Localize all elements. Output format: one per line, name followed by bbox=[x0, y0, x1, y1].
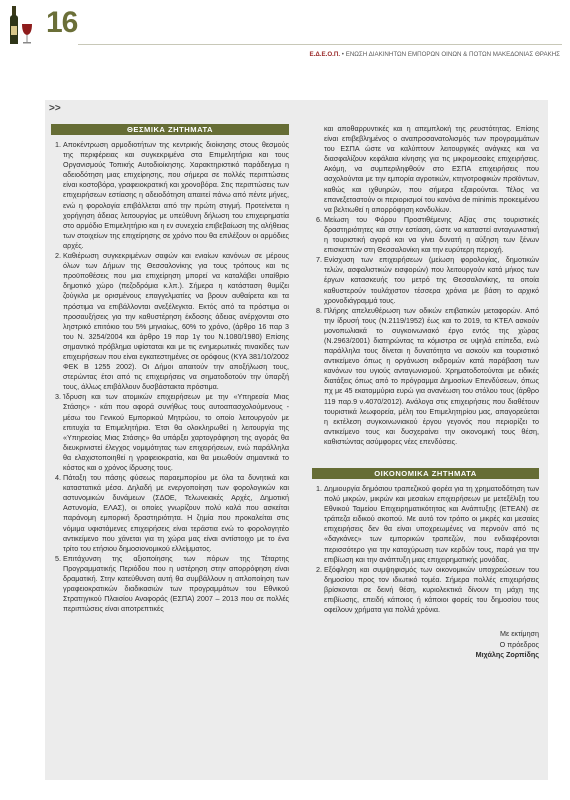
list-item: 1. Αποκέντρωση αρμοδιοτήτων της κεντρικής διοίκησης στους θεσμούς της περιφέρειας και συγκεκριμένα στα Επιμελητήρια και τους Οργανισμούς Τοπικής Αυτοδιοίκησης. Χαρακτηριστικό παράδειγμα η αδειοδότηση μιας επιχείρησης, που σήμερα σε πολλές περιπτώσεις είναι κοστοβόρα, γραφειοκρατική και χρονοβόρα. Στις περιπτώσεις των επιχειρήσεων εστίασης η αδειοδότηση απαιτεί πάνω από πέντε μήνες, ενώ η φορολογία επιβάλλεται από την πρώτη στιγμή. Προτείνεται η χορήγηση άδειας λειτουργίας με υπεύθυνη δήλωση του επιχειρηματία στο αρμόδιο Επιμελητήριο και η εν συνεχεία επιβεβαίωση της αλήθειας των στοιχείων της επιχείρησης σε χρόνο που θα επιλέξουν οι αρμόδιες αρχές. bbox=[63, 140, 289, 251]
header-separator: • bbox=[341, 51, 344, 58]
wine-bottle-glass-logo bbox=[6, 4, 36, 46]
institutional-issues-list bbox=[51, 140, 289, 614]
section-spacer bbox=[312, 447, 539, 468]
org-full-name: ΕΝΩΣΗ ΔΙΑΚΙΝΗΤΩΝ ΕΜΠΟΡΩΝ ΟΙΝΩΝ & ΠΟΤΩΝ ΜΑΚΕΔΟΝΙΑΣ ΘΡΑΚΗΣ bbox=[345, 51, 560, 58]
list-item: 2. Καθιέρωση συγκεκριμένων σαφών και ενιαίων κανόνων σε μέρους όλων των Δήμων της Θεσσαλονίκης για τους τρόπους και τις προϋποθέσεις που μια επιχείρηση μπορεί να καταλάβει υπαίθριο δημοτικό χώρο (πεζοδρόμια κ.λπ.). Σήμερα η κατάσταση θυμίζει ζούγκλα με ορισμένους επαγγελματίες να βρουν αυθαίρετα και τα πρόστιμα να επιβάλλονται ανεξέλεγκτα. Εκτός από τα πρόστιμα οι προσαυξήσεις για την καθυστέρηση έκδοσης άδειας ανέρχονται στο ληστρικό επιτόκιο του 5% μηνιαίως, 60% το χρόνο, (άρθρο 16 παρ 3 του Ν. 3254/2004 και άρθρο 19 παρ 1γ του Ν.1080/1980) Επίσης σημαντικό πρόβλημα υφίσταται και με τις ενημερωτικές πινακίδες των επιχειρήσεων που είναι εγκατεστημένες σε ορόφους (ΚΥΑ 381/10/2002 ΦΕΚ Β 1255 2002). Οι Δήμοι απαιτούν την αποξήλωση τους, στερώντας έτσι από τις επιχειρήσεις να σηματοδοτούν την ύπαρξή τους, άλλως επιβάλλουν δυσβάστακτα πρόστιμα. bbox=[63, 251, 289, 392]
left-column bbox=[51, 124, 289, 614]
running-header bbox=[309, 51, 560, 58]
list-item: 5. Επιτάχυνση της αξιοποίησης των πόρων της Τέταρτης Προγραμματικής Περιόδου που η υστέρηση στην απορρόφηση είναι δραματική. Στην κατεύθυνση αυτή θα συμβάλλουν η απλοποίηση των γραφειοκρατικών διαδικασιών των προγραμμάτων του Εθνικού Στρατηγικού Πλαισίου Αναφοράς (ΕΣΠΑ) 2007 – 2013 που σε πολλές περιπτώσεις είναι αποτρεπτικές bbox=[63, 554, 289, 615]
signer-role: Ο πρόεδρος bbox=[499, 639, 539, 649]
institutional-issues-list-continued bbox=[312, 215, 539, 447]
page-number: 16 bbox=[46, 6, 78, 39]
economic-issues-list bbox=[312, 484, 539, 615]
section-arrows: >> bbox=[49, 103, 61, 114]
continued-paragraph: και αποθαρρυντικές και η απεμπλοκή της ρευστότητας. Επίσης είναι επιβεβλημένος ο αναπροσανατολισμός των προγραμμάτων του ΕΣΠΑ ώστε να καλύπτουν λειτουργικές ανάγκες και να διασφαλίζουν κεφάλαια κίνησης για τις μικρομεσαίες επιχειρήσεις. Ακόμη, να συμπεριληφθούν στο ΕΣΠΑ επιχειρήσεις που ασχολούνται με την εμπορία αγροτικών, κτηνοτροφικών προϊόντων, καθώς και ιχθυηρών, που σήμερα εξαιρούνται. Τέλος να επανεξεταστούν οι περιορισμοί του κανόνα de minimis προκειμένου να βελτιωθεί η απορρόφηση κονδυλίων. bbox=[324, 124, 539, 214]
list-item: 1. Δημιουργία δημόσιου τραπεζικού φορέα για τη χρηματοδότηση των πολύ μικρών, μικρών και μεσαίων επιχειρήσεων με μετεξέλιξη του Εθνικού Ταμείου Επιχειρηματικότητας και Ανάπτυξης (ΕΤΕΑΝ) σε τράπεζα ειδικού σκοπού. Με αυτό τον τρόπο οι μικρές και μεσαίες επιχειρήσεις δεν θα είναι υποχρεωμένες να περνούν από τις «δαγκάνες» των εμπορικών τραπεζών, που ενδιαφέρονται περισσότερο για την κατοχύρωση των κερδών τους, παρά για την επιβίωση και την ανάπτυξη μιας επιχειρηματικής μονάδας. bbox=[324, 484, 539, 565]
list-item: 6. Μείωση του Φόρου Προστιθέμενης Αξίας στις τουριστικές δραστηριότητες και στην εστίαση, ώστε να καταστεί ανταγωνιστική η τουριστική αγορά και να γίνει δυνατή η αύξηση των ξένων επισκεπτών στη Θεσσαλονίκη και την ευρύτερη περιοχή. bbox=[324, 215, 539, 255]
signer-name: Μιχάλης Ζορπίδης bbox=[475, 650, 539, 660]
signature-block bbox=[312, 629, 539, 661]
list-item: 3. Ίδρυση και των ατομικών επιχειρήσεων με την «Υπηρεσία Μιας Στάσης» - κάτι που αφορά συνήθως τους αυτοαπασχολούμενους - μέσω του Γενικού Εμπορικού Μητρώου, το οποίο λειτουργούν με επιτυχία τα Επιμελητήρια. Έτσι θα ολοκληρωθεί η λειτουργία της «Υπηρεσίας Μιας Στάσης» θα υπάρξει χαρτογράφηση της αγοράς θα διευκρινιστεί έλεγχος νομιμότητας των επιχειρήσεων, ενώ παράλληλα θα ελαχιστοποιηθεί η γραφειοκρατία, και θα μειωθούν σημαντικά το κόστος και ο χρόνος ίδρυσης τους. bbox=[63, 392, 289, 473]
list-item: 7. Ενίσχυση των επιχειρήσεων (μείωση φορολογίας, δημοτικών τελών, ασφαλιστικών εισφορών) που λειτουργούν κατά μήκος των έργων κατασκευής του μετρό της Θεσσαλονίκης, τα οποία καθυστερούν τουλάχιστον τέσσερα χρόνια με βάση το αρχικό χρονοδιάγραμμά τους. bbox=[324, 255, 539, 305]
list-item: 8. Πλήρης απελευθέρωση των οδικών επιβατικών μεταφορών. Από την ίδρυσή τους (Ν.2119/1952) έως και το 2019, τα ΚΤΕΛ ασκούν μονοπωλιακά το συγκοινωνιακό έργο εντός της χώρας (Ν.2963/2001) διατηρώντας τα κόμιστρα σε υψηλά επίπεδα, ενώ παράλληλα τους δίνεται η δυνατότητα να ασκούν και τουριστικό αντικείμενο όπως η οργάνωση εκδρομών κατά παράβαση των κανόνων του υγιούς ανταγωνισμού. Χρηματοδοτούνται με ειδικές διατάξεις όπως από το πρόγραμμα Δημοσίων Επενδύσεων, όπως πχ με 45 εκατομμύρια ευρώ για ανανέωση του στόλου τους (άρθρο 119 παρ.9 ν.4070/2012). Ανάλογα στις επιχειρήσεις που διαθέτουν τουριστικά λεωφορεία, μέλη του Επιμελητηρίου μας, απαγορεύεται η εκτέλεση συγκοινωνιακού έργου γεγονός που περιορίζει το αντικείμενο τους και δυσχεραίνει την οικονομική τους θέση, καθιστώντας ασύμφορες νέες επενδύσεις. bbox=[324, 306, 539, 447]
economic-issues-title: ΟΙΚΟΝΟΜΙΚΑ ΖΗΤΗΜΑΤΑ bbox=[312, 468, 539, 479]
header-rule bbox=[78, 44, 562, 45]
closing-regards: Με εκτίμηση bbox=[500, 629, 539, 639]
list-item: 4. Πάταξη του πάσης φύσεως παραεμπορίου με όλα τα δυνητικά και καταστατικά μέσα. Δηλαδή με ενεργοποίηση των φορολογικών και αστυνομικών δυνάμεων (ΣΔΟΕ, Τελωνειακές Αρχές, Δημοτική Αστυνομία, ΕΛΑΣ), οι οποίες γνωρίζουν πολύ καλά που ασκείται παράνομη εμπορική δραστηριότητα. Η ζημία που προκαλείται στις νόμιμα υφιστάμενες επιχειρήσεις είναι τεράστια ενώ το φορολογητέο αντικείμενο που χάνεται για τη χώρα μας είναι αντίστοιχο με το ένα τρίτο του ετήσιου δημοσιονομικού ελλείμματος. bbox=[63, 473, 289, 554]
org-abbreviation: Ε.Δ.Ε.Ο.Π. bbox=[309, 51, 341, 58]
institutional-issues-title: ΘΕΣΜΙΚΑ ΖΗΤΗΜΑΤΑ bbox=[51, 124, 289, 135]
list-item: 2. Εξόφληση και συμψηφισμός των οικονομικών υποχρεώσεων του δημοσίου προς τον ιδιωτικό τομέα. Σήμερα πολλές επιχειρήσεις βρίσκονται σε δεινή θέση, κυριολεκτικά δίνουν τη μάχη της επιβίωσης, επειδή κάποιος ή κάποιοι φορείς του δημοσίου τους οφείλουν χρήματα για πολλά χρόνια. bbox=[324, 565, 539, 615]
right-column bbox=[312, 124, 539, 661]
